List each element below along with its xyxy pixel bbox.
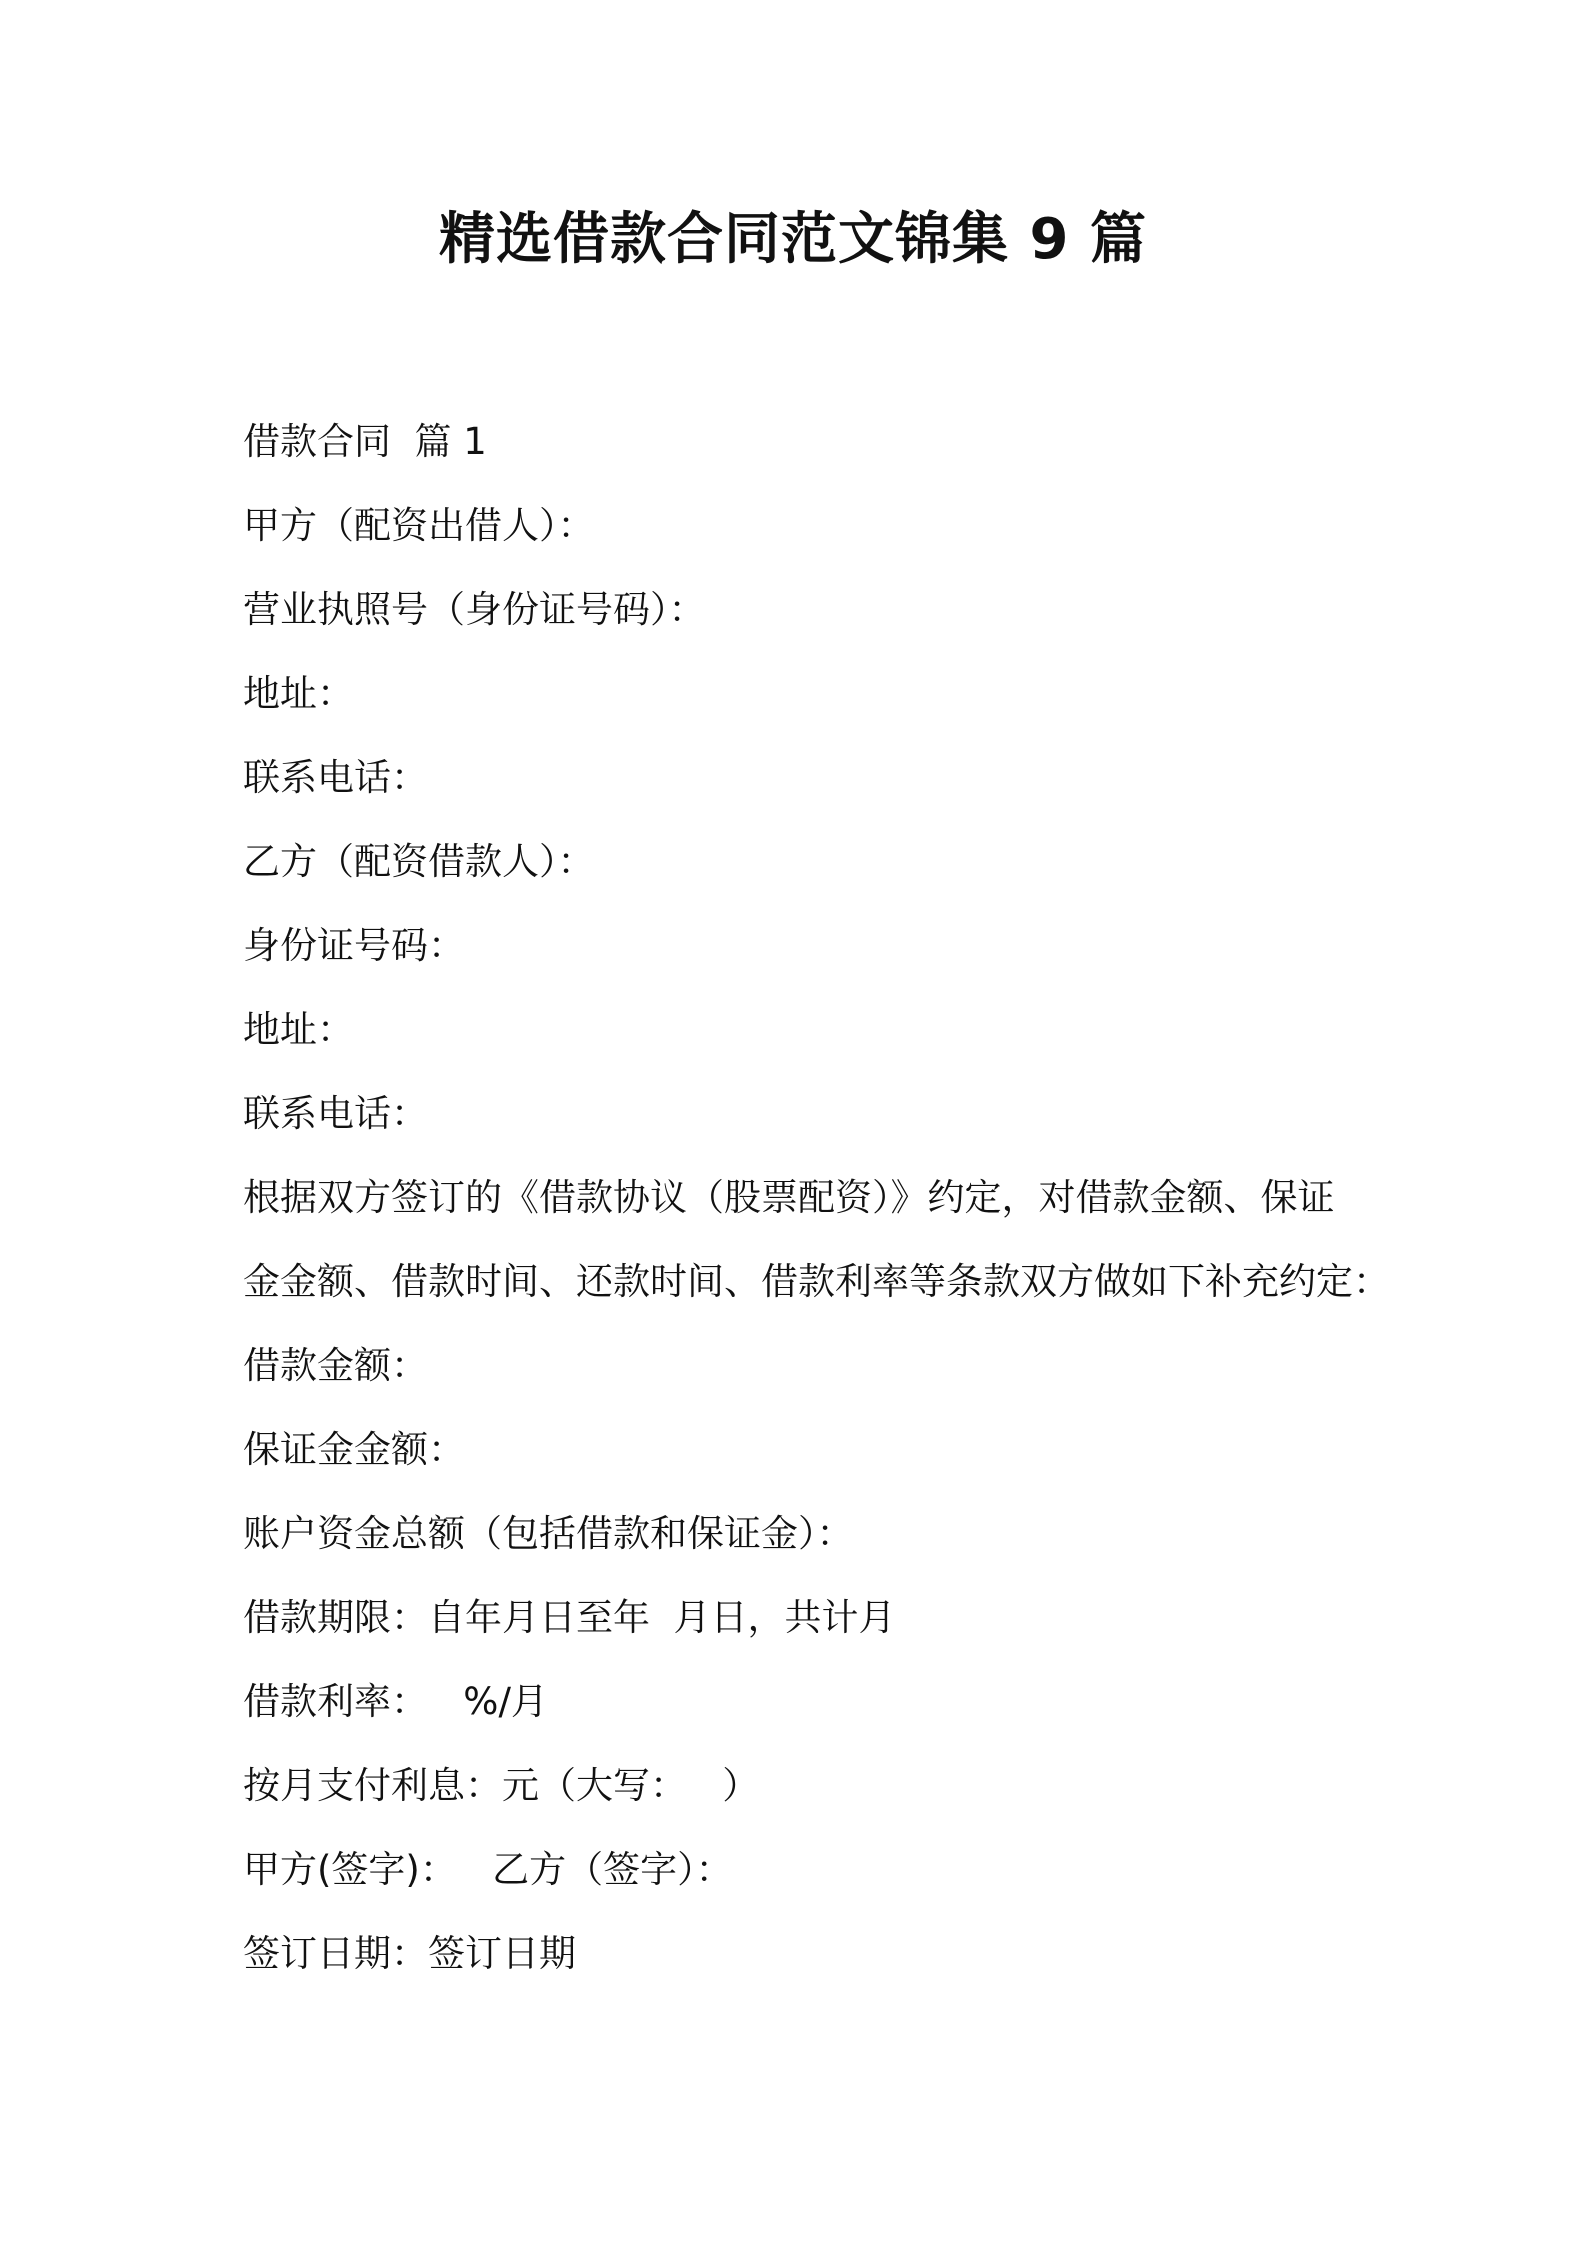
party-a-address-label: 地址： <box>243 672 354 715</box>
agreement-paragraph-line-2: 金金额、借款时间、还款时间、借款利率等条款双方做如下补充约定： <box>243 1260 1390 1303</box>
party-b-phone-label: 联系电话： <box>243 1092 428 1135</box>
section-heading: 借款合同 篇 1 <box>243 420 487 463</box>
signing-date-label: 签订日期：签订日期 <box>243 1932 576 1975</box>
interest-rate-label: 借款利率： %/月 <box>243 1680 548 1723</box>
party-b-label: 乙方（配资借款人）： <box>243 840 595 883</box>
account-total-label: 账户资金总额（包括借款和保证金）： <box>243 1512 854 1555</box>
business-license-label: 营业执照号（身份证号码）： <box>243 588 706 631</box>
document-title: 精选借款合同范文锦集 9 篇 <box>439 207 1147 272</box>
loan-term-label: 借款期限：自年月日至年 月日，共计月 <box>243 1596 896 1639</box>
party-a-phone-label: 联系电话： <box>243 756 428 799</box>
monthly-interest-label: 按月支付利息：元（大写： ） <box>243 1764 760 1807</box>
document-body <box>243 400 1390 1996</box>
party-a-label: 甲方（配资出借人）： <box>243 504 595 547</box>
signature-line: 甲方(签字)： 乙方（签字）： <box>243 1848 733 1891</box>
party-b-id-label: 身份证号码： <box>243 924 465 967</box>
loan-amount-label: 借款金额： <box>243 1344 428 1387</box>
party-b-address-label: 地址： <box>243 1008 354 1051</box>
agreement-paragraph-line-1: 根据双方签订的《借款协议（股票配资）》约定，对借款金额、保证 <box>243 1176 1335 1219</box>
deposit-amount-label: 保证金金额： <box>243 1428 465 1471</box>
